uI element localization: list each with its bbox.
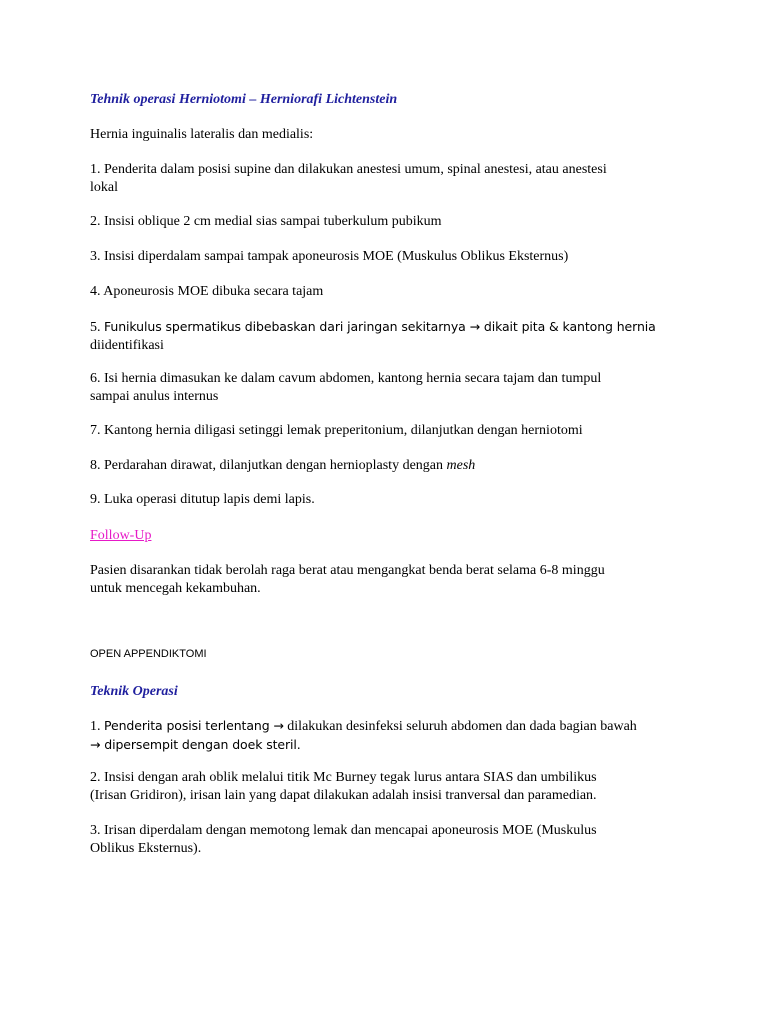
intro-text: Hernia inguinalis lateralis dan medialis:	[90, 127, 314, 142]
hernia-step-6-line-2: sampai anulus internus	[90, 388, 219, 404]
followup-heading	[90, 527, 690, 545]
appendix-step-3-line-1: 3. Irisan diperdalam dengan memotong lemak dan mencapai aponeurosis MOE (Muskulus	[90, 823, 597, 838]
appendix-step-1-text-b: dilakukan desinfeksi seluruh abdomen dan dada bagian bawah	[283, 719, 637, 734]
hernia-step-8-text: 8. Perdarahan dirawat, dilanjutkan dengan hernioplasty dengan	[90, 458, 447, 473]
followup-line-1: Pasien disarankan tidak berolah raga berat atau mengangkat benda berat selama 6-8 minggu	[90, 563, 605, 578]
hernia-step-5-number: 5.	[90, 320, 104, 335]
appendix-step-2-line-2: (Irisan Gridiron), irisan lain yang dapat dilakukan adalah insisi tranversal dan paramedian.	[90, 787, 597, 803]
hernia-step-5-text: Funikulus spermatikus dibebaskan dari jaringan sekitarnya → dikait pita & kantong hernia	[104, 319, 656, 334]
hernia-step-3: 3. Insisi diperdalam sampai tampak aponeurosis MOE (Muskulus Oblikus Eksternus)	[90, 249, 569, 264]
hernia-step-6-line-1: 6. Isi hernia dimasukan ke dalam cavum abdomen, kantong hernia secara tajam dan tumpul	[90, 371, 602, 386]
appendix-step-3	[90, 822, 690, 857]
appendix-step-2-line-1: 2. Insisi dengan arah oblik melalui titik Mc Burney tegak lurus antara SIAS dan umbilikus	[90, 770, 597, 785]
appendix-step-3-line-2: Oblikus Eksternus).	[90, 840, 202, 856]
hernia-step-5	[90, 318, 690, 354]
hernia-step-8	[90, 457, 690, 475]
hernia-step-1-line-1: 1. Penderita dalam posisi supine dan dilakukan anestesi umum, spinal anestesi, atau anestesi	[90, 162, 607, 177]
appendix-step-1-line-2: → dipersempit dengan doek steril.	[90, 736, 301, 752]
followup-link[interactable]: Follow-Up	[90, 528, 152, 543]
hernia-step-9: 9. Luka operasi ditutup lapis demi lapis.	[90, 492, 315, 507]
hernia-step-8-mesh: mesh	[446, 458, 476, 473]
appendix-step-1-line-1	[90, 717, 690, 736]
section-teknik-operasi-subtitle: Teknik Operasi	[90, 684, 178, 699]
title-herniotomi: Tehnik operasi Herniotomi – Herniorafi Lichtenstein	[90, 92, 398, 107]
hernia-step-4: 4. Aponeurosis MOE dibuka secara tajam	[90, 284, 324, 299]
hernia-step-1-line-2: lokal	[90, 179, 118, 195]
hernia-step-6	[90, 370, 690, 405]
hernia-step-7: 7. Kantong hernia diligasi setinggi lemak preperitonium, dilanjutkan dengan herniotomi	[90, 423, 583, 438]
appendix-step-1	[90, 717, 690, 753]
hernia-step-2: 2. Insisi oblique 2 cm medial sias sampai tuberkulum pubikum	[90, 214, 442, 229]
hernia-step-5-line-2: diidentifikasi	[90, 337, 164, 353]
hernia-step-1	[90, 161, 690, 196]
section-open-appendiktomi-title: OPEN APPENDIKTOMI	[90, 648, 207, 660]
appendix-step-1-text-a: Penderita posisi terlentang →	[104, 718, 284, 733]
appendix-step-1-number: 1.	[90, 719, 104, 734]
appendix-step-2	[90, 769, 690, 804]
followup-line-2: untuk mencegah kekambuhan.	[90, 580, 261, 596]
hernia-step-5-line-1	[90, 318, 690, 337]
followup-text	[90, 562, 690, 597]
